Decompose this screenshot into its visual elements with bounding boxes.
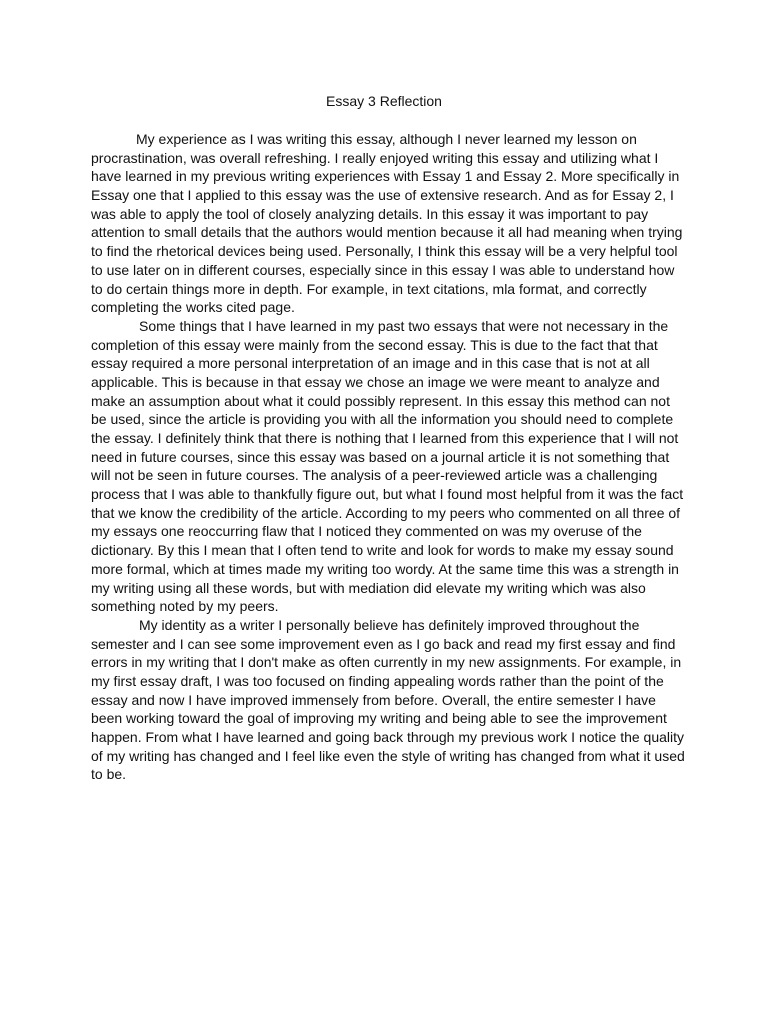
text-line: procrastination, was overall refreshing. I really enjoyed writing this essay and utilizing what I <box>91 149 659 166</box>
text-line: errors in my writing that I don't make as often currently in my new assignments. For example, in <box>91 654 682 671</box>
text-line: Some things that I have learned in my past two essays that were not necessary in the <box>139 317 669 334</box>
text-line: make an assumption about what it could possibly represent. In this essay this method can not <box>91 392 670 409</box>
text-line: the essay. I definitely think that there is nothing that I learned from this experience that I will not <box>91 430 679 446</box>
document-body <box>91 130 685 784</box>
text-line: to be. <box>91 766 127 783</box>
text-line: my essays one reoccurring flaw that I noticed they commented on was my overuse of the <box>91 523 642 540</box>
text-line: was able to apply the tool of closely analyzing details. In this essay it was important to pay <box>91 205 649 222</box>
text-line: completion of this essay were mainly from the second essay. This is due to the fact that that <box>91 336 658 353</box>
text-line: of my writing has changed and I feel like even the style of writing has changed from what it used <box>91 747 685 764</box>
text-line: applicable. This is because in that essay we chose an image we were meant to analyze and <box>91 373 660 390</box>
text-line: something noted by my peers. <box>91 598 279 615</box>
text-line: need in future courses, since this essay was based on a journal article it is not something that <box>91 448 670 465</box>
text-line: to find the rhetorical devices being used. Personally, I think this essay will be a very helpful tool <box>91 243 678 260</box>
text-line: that we know the credibility of the article. According to my peers who commented on all three of <box>91 504 681 521</box>
text-line: have learned in my previous writing experiences with Essay 1 and Essay 2. More specifically in <box>91 168 680 185</box>
text-line: semester and I can see some improvement even as I go back and read my first essay and find <box>91 635 676 652</box>
text-line: Essay one that I applied to this essay was the use of extensive research. And as for Essay 2, I <box>91 187 674 204</box>
text-line: process that I was able to thankfully figure out, but what I found most helpful from it was the fact <box>91 486 684 503</box>
text-line: been working toward the goal of improving my writing and being able to see the improvement <box>91 710 667 727</box>
text-line: essay and now I have improved immensely from before. Overall, the entire semester I have <box>91 691 656 708</box>
text-line: completing the works cited page. <box>91 299 295 316</box>
text-line: my writing using all these words, but with mediation did elevate my writing which was also <box>91 579 646 596</box>
text-line: more formal, which at times made my writing too wordy. At the same time this was a strength in <box>91 560 679 577</box>
text-line: essay required a more personal interpretation of an image and in this case that is not at all <box>91 355 650 372</box>
document-title: Essay 3 Reflection <box>326 93 442 109</box>
text-line: my first essay draft, I was too focused on finding appealing words rather than the point of the <box>91 672 664 689</box>
text-line: My experience as I was writing this essay, although I never learned my lesson on <box>136 131 637 147</box>
text-line: happen. From what I have learned and going back through my previous work I notice the quality <box>91 729 685 745</box>
text-line: will not be seen in future courses. The analysis of a peer-reviewed article was a challenging <box>91 467 658 484</box>
text-line: to use later on in different courses, especially since in this essay I was able to understand how <box>91 261 675 278</box>
text-line: attention to small details that the authors would mention because it all had meaning when trying <box>91 224 683 241</box>
text-line: be used, since the article is providing you with all the information you should need to complete <box>91 411 674 428</box>
text-line: My identity as a writer I personally believe has definitely improved throughout the <box>139 616 640 633</box>
text-line: to do certain things more in depth. For example, in text citations, mla format, and correctly <box>91 280 647 297</box>
text-line: dictionary. By this I mean that I often tend to write and look for words to make my essay sound <box>91 542 674 559</box>
